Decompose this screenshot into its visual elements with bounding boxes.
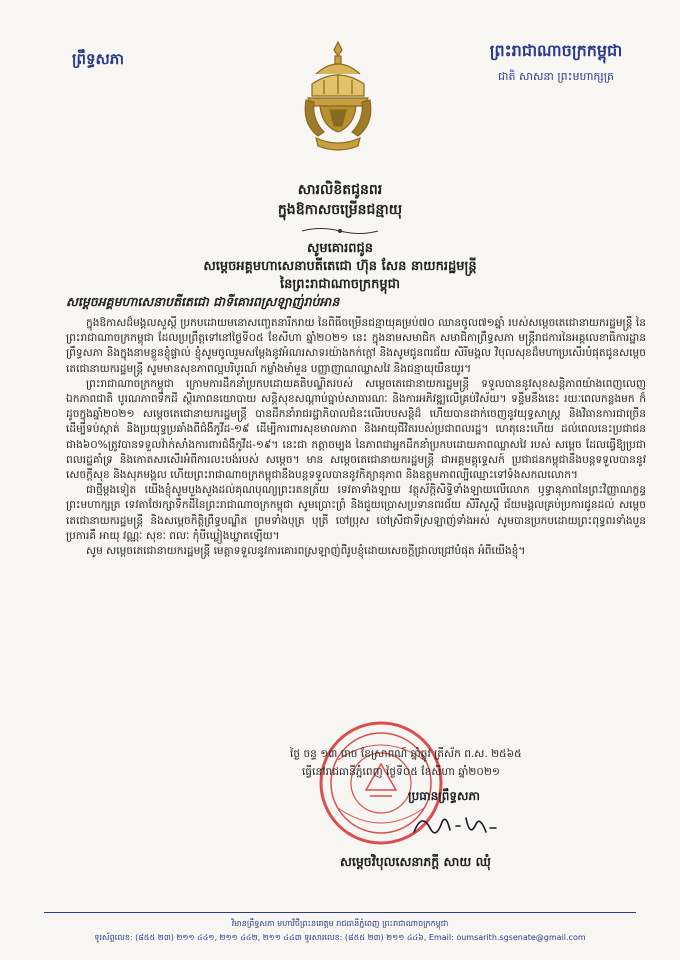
footer-contact: ទូរស័ព្ទលេខ: (៨៥៥ ២៣) ២១១ ៤៤១, ២១១ ៤៤២, ២១១ ៤៤៣ ទូរសារលេខ: (៨៥៥ ២៣) ២១១ ៤៤៦, Email: oumsarith.sgsenate@gmail.com xyxy=(94,933,586,942)
place-date: ធ្វើនៅរាជធានីភ្នំពេញ ថ្ងៃទី០៥ ខែសីហា ឆ្នាំ២០២១ xyxy=(302,766,500,778)
addressee-line-1: សូមគោរពជូន xyxy=(306,241,373,256)
footer-divider xyxy=(44,912,636,913)
body-paragraph-4: សូម សម្តេចតេជោនាយករដ្ឋមន្ត្រី មេត្តាទទួលនូវការគោរពស្រឡាញ់ពីរូបខ្ញុំដោយសេចក្តីជ្រាលជ្រៅបំផុត អំពីយើងខ្ញុំ។ xyxy=(86,545,526,558)
letter-title xyxy=(0,180,680,220)
national-motto: ជាតិ សាសនា ព្រះមហាក្សត្រ xyxy=(498,70,614,83)
salutation: សម្តេចអគ្គមហាសេនាបតីតេជោ ជាទីគោរពស្រឡាញ់រាប់អាន xyxy=(66,294,340,309)
senate-label: ព្រឹទ្ធសភា xyxy=(72,50,125,68)
body-paragraph-2: ព្រះរាជាណាចក្រកម្ពុជា ក្រោមការដឹកនាំប្រកបដោយគតិបណ្ឌិតរបស់ សម្តេចតេជោនាយករដ្ឋមន្ត្រី ទទួលបាននូវសុខសន្តិភាពយ៉ាងពេញលេញ ឯកភាពជាតិ បូរណភាពទឹកដី ស្ថិរភាពនយោបាយ សន្តិសុខសណ្តាប់ធ្នាប់សាធារណៈ និងការអភិវឌ្ឍលើគ្រប់វិស័យ។ ទន្ទឹមនឹងនេះ រយៈពេលកន្លងមក ក៏ដូចក្នុងឆ្នាំ២០២១ សម្តេចតេជោនាយករដ្ឋមន្ត្រី បានដឹកនាំរាជរដ្ឋាភិបាលជំនះលើរបបសន្តិដ៏ ហើយបានដាក់ចេញនូវយុទ្ធសាស្ត្រ និងវិធានការជាច្រើនដើម្បីទប់ស្កាត់ និងប្រយុទ្ធប្រឆាំងពីជំងឺកូវីដ-១៩ ដើម្បីការពារសុខមាលភាព និងអាយុជីវិតរបស់ប្រជាពលរដ្ឋ។ ហេតុនេះហើយ ដល់ពេលនេះប្រជាជនជាង៦០%ត្រូវបានទទួលវ៉ាក់សាំងការពារជំងឺកូវីដ-១៩។ នេះជា កត្តាចម្បង នៃភាពជាអ្នកដឹកនាំប្រកបដោយភាពឈ្លាសវៃ របស់ សម្តេច ដែលធ្វើឱ្យប្រជាពលរដ្ឋគាំទ្រ និងកោតសរសើរអំពីការលះបង់របស់ សម្តេច។ មាន សម្តេចតេជោនាយករដ្ឋមន្ត្រី ជាអគ្គមគ្គុទ្ទេសក៍ ប្រជាជនកម្ពុជានឹងបន្តទទួលបាននូវសេចក្តីសុខ និងសុភមង្គល ហើយព្រះរាជាណាចក្រកម្ពុជានឹងបន្តទទួលបាននូវកិត្យានុភាព និងឧត្តមភាពល្បីឈ្មោះទៅទំងសកលលោក។ xyxy=(66,377,646,482)
signer-title: ប្រធានព្រឹទ្ធសភា xyxy=(408,789,480,803)
title-line-2: ក្នុងឱកាសចម្រើនជន្មាយុ xyxy=(277,202,403,218)
lunar-date: ថ្ងៃ ចន្ទ ១៣ រោច ខែស្រាពណ៍ ឆ្នាំឆ្លូវ ត្រីស័ក ព.ស. ២៥៦៥ xyxy=(290,748,522,760)
signer-name: សម្តេចវិបុលសេនាភក្តី សាយ ឈុំ xyxy=(340,854,491,869)
title-line-1: សារលិខិតជូនពរ xyxy=(297,182,383,198)
ornament-divider xyxy=(300,226,380,236)
addressee-line-2: សម្តេចអគ្គមហាសេនាបតីតេជោ ហ៊ុន សែន នាយករដ្ឋមន្ត្រី xyxy=(203,259,477,274)
addressee-block xyxy=(0,240,680,294)
body-paragraph-1: ក្នុងឱកាសដ៏មង្គលសួស្តី ប្រកបដោយមនោសញ្ចេតនារីករាយ នៃពិធីចម្រើនជន្មាយុគម្រប់៧០ ឈានចូល៧១ឆ្នាំ របស់សម្តេចតេជោនាយករដ្ឋមន្ត្រី នៃព្រះរាជាណាចក្រកម្ពុជា ដែលប្រព្រឹត្តទៅនៅថ្ងៃទី០៥ ខែសីហា ឆ្នាំ២០២១ នេះ ក្នុងនាមសមាជិក សមាជិកាព្រឹទ្ធសភា មន្ត្រីរាជការនៃអគ្គលេខាធិការដ្ឋានព្រឹទ្ធសភា និងក្នុងនាមខ្លួនខ្ញុំផ្ទាល់ ខ្ញុំសូមចូលរួមសម្តែងនូវអំណរសាទរយ៉ាងកក់ក្តៅ និងសូមជូនពរជ័យ សិរីមង្គល វិបុលសុខដ៏មហាប្រសើរបំផុតជូនសម្តេចតេជោនាយករដ្ឋមន្ត្រី សូមមានសុខភាពល្អបរិបូរណ៍ កម្លាំងមាំមួន បញ្ញាញាណឈ្លាសវៃ និងជន្មាយុយឺនយូរ។ xyxy=(66,317,646,375)
addressee-line-3: នៃព្រះរាជាណាចក្រកម្ពុជា xyxy=(279,277,401,292)
handwritten-signature xyxy=(410,808,500,844)
royal-arms-emblem xyxy=(302,40,374,158)
letter-body xyxy=(66,316,646,559)
footer-address: វិមានព្រឹទ្ធសភា មហាវិថីព្រះនរោត្តម រាជធានីភ្នំពេញ ព្រះរាជាណាចក្រកម្ពុជា xyxy=(231,919,449,928)
kingdom-header xyxy=(456,40,656,86)
body-paragraph-3: ជាថ្មីម្តងទៀត យើងខ្ញុំសូមបួងសួងដល់គុណបុណ្យព្រះរតនត្រ័យ ទេវតាទាំងឡាយ វត្ថុស័ក្តិសិទ្ធិទាំងឡាយលើលោក ឫទ្ធានុភាពនៃព្រះវិញ្ញាណក្ខន្ធ ព្រះមហាក្សត្រ ទេវតាថែរក្សាទឹកដីនៃព្រះរាជាណាចក្រកម្ពុជា សូមប្រោះព្រំ និងជួយប្រោសប្រទានពរជ័យ សិរីសួស្តី ជ័យមង្គលគ្រប់ប្រការជូនដល់ សម្តេចតេជោនាយករដ្ឋមន្ត្រី និងសម្តេចកិត្តិព្រឹទ្ធបណ្ឌិត ព្រមទាំងបុត្រ បុត្រី ចៅប្រុស ចៅស្រីជាទីស្រឡាញ់ទាំងអស់ សូមបានប្រកបដោយព្រះពុទ្ធពរទាំងបួនប្រការគឺ អាយុ វណ្ណៈ សុខៈ ពលៈ កុំបីឃ្លៀងឃ្លាតឡើយ។ xyxy=(66,484,646,542)
kingdom-title: ព្រះរាជាណាចក្រកម្ពុជា xyxy=(489,41,623,60)
